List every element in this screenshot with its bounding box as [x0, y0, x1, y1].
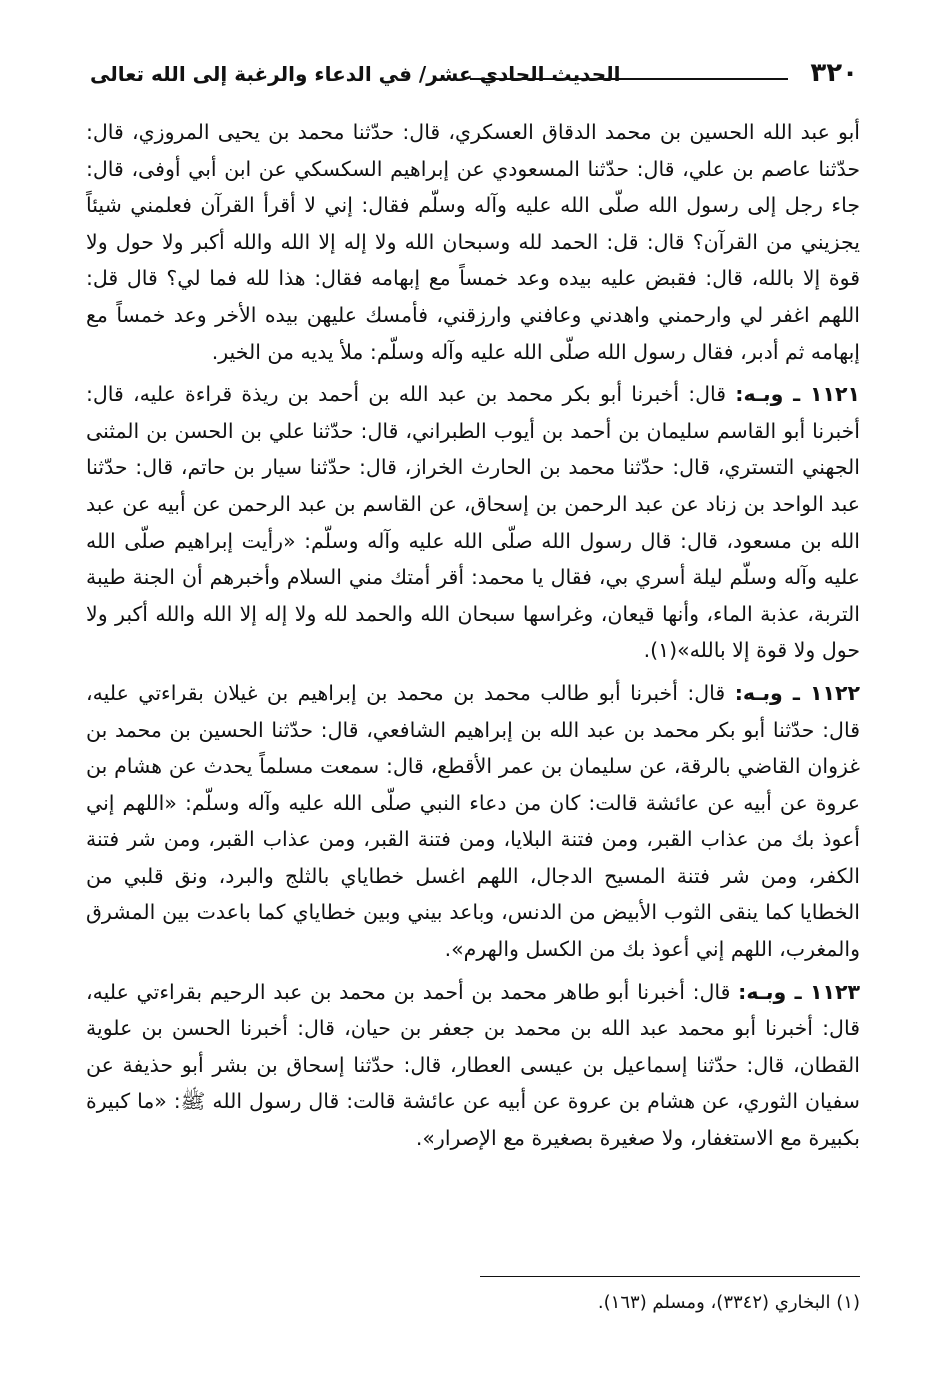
main-text [86, 114, 860, 1163]
hadith-number: ١١٢١ ـ وبـه: [735, 382, 860, 407]
paragraph-text: أبو عبد الله الحسين بن محمد الدقاق العسكري، قال: حدّثنا محمد بن يحيى المروزي، قال: حدّثنا عاصم بن علي، قال: حدّثنا المسعودي عن إبراهيم السكسكي عن ابن أبي أوفى، قال: جاء رجل إلى رسول الله صلّى الله عليه وآله وسلّم فقال: إني لا أقرأ القرآن فعلمني شيئاً يجزيني من القرآن؟ قال: قل: الحمد لله وسبحان الله ولا إله إلا الله والله أكبر ولا حول ولا قوة إلا بالله، قال: فقبض عليه بيده وعد خمساً مع إبهامه فقال: هذا لله فما لي؟ قال قل: اللهم اغفر لي وارحمني واهدني وعافني وارزقني، فأمسك عليهن بيده الأخر وعد خمساً مع إبهامه ثم أدبر، فقال رسول الله صلّى الله عليه وآله وسلّم: ملأ يديه من الخير. [86, 120, 860, 364]
running-title: الحديث الحادي عشر/ في الدعاء والرغبة إلى الله تعالى [90, 62, 621, 86]
footnote-rule [480, 1276, 860, 1277]
footnote: (١) البخاري (٣٣٤٢)، ومسلم (١٦٣). [597, 1292, 860, 1313]
paragraph [86, 974, 860, 1157]
paragraph-text: قال: أخبرنا أبو بكر محمد بن عبد الله بن أحمد بن ريذة قراءة عليه، قال: أخبرنا أبو القاسم سليمان بن أحمد بن أيوب الطبراني، قال: حدّثنا علي بن الحسن بن المثنى الجهني التستري، قال: حدّثنا محمد بن الحارث الخراز، قال: حدّثنا سيار بن حاتم، قال: حدّثنا عبد الواحد بن زناد عن عبد الرحمن بن إسحاق، عن القاسم بن عبد الرحمن عن أبيه عن عبد الله بن مسعود، قال: قال رسول الله صلّى الله عليه وآله وسلّم: «رأيت إبراهيم صلّى الله عليه وآله وسلّم ليلة أسري بي، فقال يا محمد: أقر أمتك مني السلام وأخبرهم أن الجنة طيبة التربة، عذبة الماء، وأنها قيعان، وغراسها سبحان الله والحمد لله ولا إله إلا الله والله أكبر ولا حول ولا قوة إلا بالله»(١). [86, 382, 860, 663]
hadith-number: ١١٢٣ ـ وبـه: [738, 979, 860, 1004]
paragraph-text: قال: أخبرنا أبو طاهر محمد بن أحمد بن محمد بن عبد الرحيم بقراءتي عليه، قال: أخبرنا أبو محمد عبد الله بن محمد بن جعفر بن حيان، قال: أخبرنا الحسن بن علوية القطان، قال: حدّثنا إسماعيل بن عيسى العطار، قال: حدّثنا إسحاق بن بشر أبو حذيفة عن سفيان الثوري، عن هشام بن عروة عن أبيه عن عائشة قالت: قال رسول الله ﷺ: «ما كبيرة بكبيرة مع الاستغفار، ولا صغيرة بصغيرة مع الإصرار». [86, 979, 860, 1151]
hadith-number: ١١٢٢ ـ وبـه: [734, 680, 860, 705]
paragraph [86, 675, 860, 968]
page-number: ٣٢٠ [810, 58, 858, 88]
paragraph [86, 376, 860, 669]
paragraph [86, 114, 860, 370]
running-header [90, 58, 858, 90]
paragraph-text: قال: أخبرنا أبو طالب محمد بن محمد بن إبراهيم بن غيلان بقراءتي عليه، قال: حدّثنا أبو بكر محمد بن عبد الله بن إبراهيم الشافعي، قال: حدّثنا الحسين بن محمد بن غزوان القاضي بالرقة، عن سليمان بن عمر الأقطع، قال: سمعت مسلماً يحدث عن هشام بن عروة عن أبيه عن عائشة قالت: كان من دعاء النبي صلّى الله عليه وآله وسلّم: «اللهم إني أعوذ بك من عذاب القبر، ومن فتنة البلايا، ومن فتنة القبر، ومن عذاب القبر، ومن شر فتنة الكفر، ومن شر فتنة المسيح الدجال، اللهم اغسل خطاياي بالثلج والبرد، ونق قلبي من الخطايا كما ينقى الثوب الأبيض من الدنس، وباعد بيني وبين خطاياي كما باعدت بين المشرق والمغرب، اللهم إني أعوذ بك من الكسل والهرم». [86, 680, 860, 962]
